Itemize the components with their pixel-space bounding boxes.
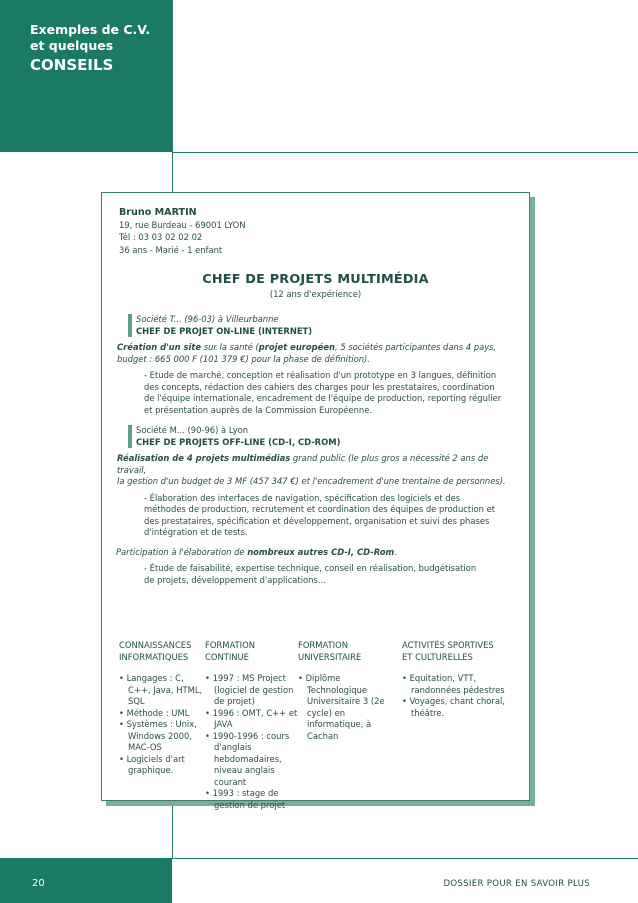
footer-section-title: DOSSIER POUR EN SAVOIR PLUS	[443, 879, 590, 889]
detail-line: de projets, développement d'applications...	[144, 574, 326, 585]
participation-text: Participation à l'élaboration de	[116, 546, 248, 557]
column-heading	[205, 640, 298, 663]
list-item: • Logiciels d'art graphique.	[119, 753, 185, 775]
divider	[172, 152, 638, 153]
participation-line	[116, 547, 515, 559]
column-continuing-education	[205, 640, 298, 811]
desc-text: la gestion d'un budget de 3 MF (457 347 €) et l'encadrement d'une trentaine de personnes).	[117, 476, 506, 486]
column-computing	[119, 640, 205, 811]
column-activities	[402, 640, 512, 811]
list-item: • Systèmes : Unix, Windows 2000, MAC-OS	[119, 719, 197, 752]
desc-text: grand public (le plus gros a nécessité 2 ans de travail,	[117, 453, 489, 475]
heading-line: CONNAISSANCES	[119, 640, 192, 650]
header-line-3: CONSEILS	[30, 56, 114, 74]
detail-line: - Etude de marché, conception et réalisation d'un prototype en 3 langues, définition	[144, 370, 497, 380]
job-header	[128, 425, 515, 448]
desc-bold: Création d'un site	[117, 342, 202, 352]
participation-details	[144, 563, 515, 586]
divider	[172, 806, 173, 858]
cv-name: Bruno MARTIN	[119, 207, 197, 218]
detail-line: méthodes de production, recrutement et coordination des équipes de production et	[144, 504, 496, 514]
job-role: CHEF DE PROJET ON-LINE (INTERNET)	[136, 325, 313, 336]
job-header	[128, 314, 515, 337]
heading-line: ACTIVITÉS SPORTIVES	[402, 640, 494, 650]
list-item: • Langages : C, C++, Java, HTML, SQL	[119, 673, 203, 706]
desc-text: budget : 665 000 F (101 379 €) pour la phase de définition).	[117, 353, 370, 364]
skills-columns	[116, 640, 512, 811]
job-marker	[128, 314, 132, 337]
list-item: • 1990-1996 : cours d'anglais hebdomadaires, niveau anglais courant	[205, 730, 290, 787]
cv-card	[101, 192, 530, 810]
job-description	[117, 342, 515, 365]
cv-phone: Tél : 03 03 02 02 02	[119, 232, 203, 242]
detail-line: de l'équipe internationale, encadrement de l'équipe de production, reporting régulier	[144, 393, 502, 403]
column-heading	[402, 640, 512, 663]
heading-line: ET CULTURELLES	[402, 651, 473, 662]
page-number: 20	[32, 878, 45, 889]
desc-text: , 5 sociétés participantes dans 4 pays,	[335, 342, 497, 352]
heading-line: INFORMATIQUES	[119, 651, 189, 662]
detail-line: - Élaboration des interfaces de navigation, spécification des logiciels et des	[144, 492, 461, 503]
job-details	[144, 370, 515, 416]
job-description	[117, 453, 515, 488]
header-box	[0, 0, 172, 152]
desc-bold: Réalisation de 4 projets multimédias	[117, 453, 291, 463]
job-marker	[128, 425, 132, 448]
list-item: • 1996 : OMT, C++ et JAVA	[205, 707, 298, 729]
job-role: CHEF DE PROJETS OFF-LINE (CD-I, CD-ROM)	[136, 436, 341, 447]
detail-line: et présentation auprès de la Commission Européenne.	[144, 404, 373, 415]
cv-status: 36 ans - Marié - 1 enfant	[119, 244, 223, 255]
header-line-1: Exemples de C.V.	[30, 22, 151, 37]
column-heading	[119, 640, 205, 663]
cv-address: 19, rue Burdeau - 69001 LYON	[119, 219, 246, 230]
heading-line: FORMATION	[298, 640, 348, 650]
header-line-2: et quelques	[30, 38, 114, 53]
detail-line: des concepts, rédaction des cahiers des charges pour les prestataires, coordination	[144, 381, 495, 392]
participation-bold: nombreux autres CD-I, CD-Rom	[247, 546, 395, 557]
heading-line: CONTINUE	[205, 651, 249, 662]
cv-subtitle: (12 ans d'expérience)	[269, 288, 362, 299]
list-item: • Diplôme Technologique Universitaire 3 (2e cycle) en informatique, à Cachan	[298, 673, 385, 741]
job-company: Société M... (90-96) à Lyon	[136, 425, 249, 435]
divider	[172, 152, 173, 197]
list-item: • Méthode : UML	[119, 707, 190, 718]
detail-line: des prestataires, spécification et développement, organisation et suivi des phases	[144, 515, 490, 526]
desc-text: sur la santé (	[201, 342, 259, 352]
heading-line: UNIVERSITAIRE	[298, 651, 362, 662]
list-item: • Voyages, chant choral, théâtre.	[402, 696, 505, 718]
divider	[172, 0, 173, 152]
job-company: Société T... (96-03) à Villeurbanne	[136, 314, 279, 324]
detail-line: d'intégration et de tests.	[144, 527, 248, 537]
desc-bold: projet européen	[258, 342, 335, 352]
cv-title: CHEF DE PROJETS MULTIMÉDIA	[202, 272, 429, 287]
divider	[172, 858, 638, 859]
participation-text: .	[394, 546, 397, 557]
job-details	[144, 492, 515, 539]
footer-box	[0, 858, 172, 903]
column-university	[298, 640, 402, 811]
list-item: • Equitation, VTT, randonnées pédestres	[402, 673, 505, 695]
heading-line: FORMATION	[205, 640, 255, 650]
column-heading	[298, 640, 402, 663]
detail-line: - Étude de faisabilité, expertise technique, conseil en réalisation, budgétisation	[144, 563, 477, 573]
list-item: • 1993 : stage de gestion de projet	[205, 788, 286, 810]
list-item: • 1997 : MS Project (logiciel de gestion de projet)	[205, 673, 294, 706]
